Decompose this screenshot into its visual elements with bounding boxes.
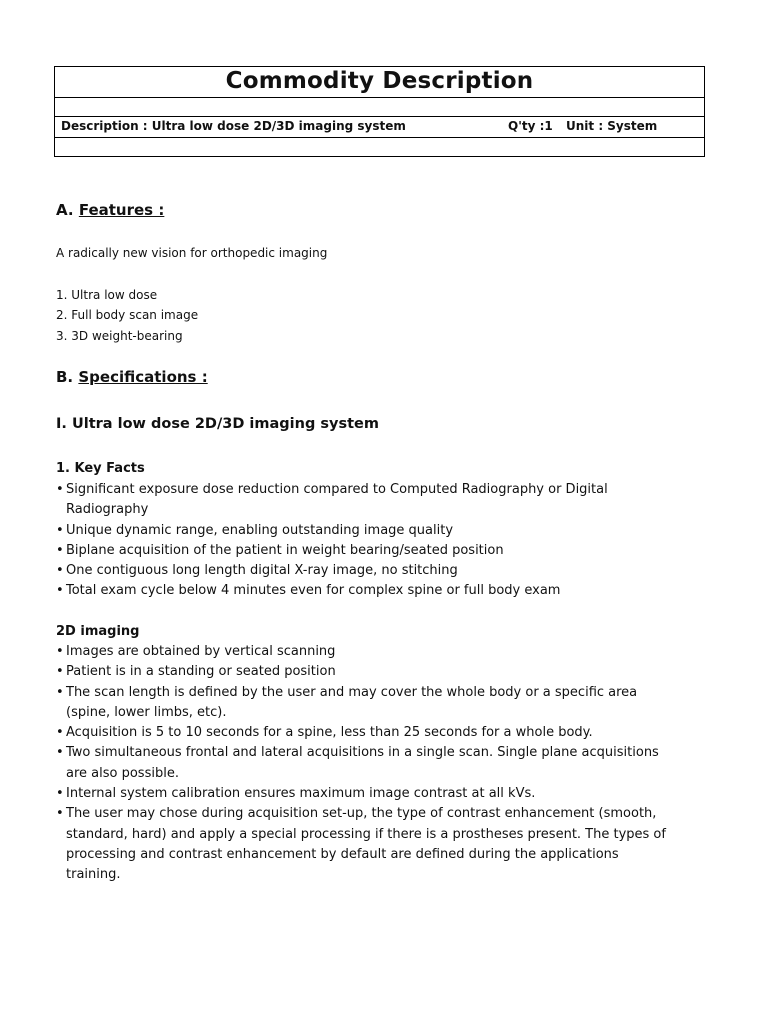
list-item: • Biplane acquisition of the patient in weight bearing/seated position [56,541,676,561]
feature-item: 1. Ultra low dose [56,288,158,302]
feature-item: 2. Full body scan image [56,308,199,322]
specifications-heading-label: Specifications : [78,368,208,386]
list-item: • Significant exposure dose reduction compared to Computed Radiography or Digital Radiography [56,480,676,521]
description-text: Description : Ultra low dose 2D/3D imaging system [61,119,406,133]
feature-item: 3. 3D weight-bearing [56,329,183,343]
empty-row [55,97,704,117]
list-item: • Unique dynamic range, enabling outstanding image quality [56,521,676,541]
imaging-2d-heading: 2D imaging [56,624,140,639]
commodity-header-table [54,66,705,157]
list-item: • Patient is in a standing or seated position [56,662,676,682]
list-item: • One contiguous long length digital X-ray image, no stitching [56,561,676,581]
features-intro: A radically new vision for orthopedic imaging [56,246,328,260]
specifications-heading [56,367,208,387]
features-heading-prefix: A. [56,201,74,219]
specifications-heading-prefix: B. [56,368,74,386]
quantity-text: Q'ty :1 [508,119,553,133]
description-row [55,116,704,138]
features-heading [56,200,164,220]
title-row [55,67,704,98]
unit-text: Unit : System [566,119,658,133]
list-item: • Two simultaneous frontal and lateral acquisitions in a single scan. Single plane acquisitions are also possible. [56,743,676,784]
system-title: I. Ultra low dose 2D/3D imaging system [56,416,379,432]
key-facts-list [56,480,676,602]
key-facts-heading: 1. Key Facts [56,461,145,476]
list-item: • Total exam cycle below 4 minutes even for complex spine or full body exam [56,581,676,601]
list-item: • Images are obtained by vertical scanning [56,642,676,662]
document-title: Commodity Description [225,68,534,94]
list-item: • Acquisition is 5 to 10 seconds for a spine, less than 25 seconds for a whole body. [56,723,676,743]
imaging-2d-list [56,642,676,886]
list-item: • The user may chose during acquisition set-up, the type of contrast enhancement (smooth, standard, hard) and apply a special processing if there is a prostheses present. The types of processing and contrast enhancement by default are defined during the applications training. [56,804,676,885]
list-item: • The scan length is defined by the user and may cover the whole body or a specific area (spine, lower limbs, etc). [56,683,676,724]
list-item: • Internal system calibration ensures maximum image contrast at all kVs. [56,784,676,804]
features-heading-label: Features : [78,201,165,219]
empty-row [55,137,704,156]
